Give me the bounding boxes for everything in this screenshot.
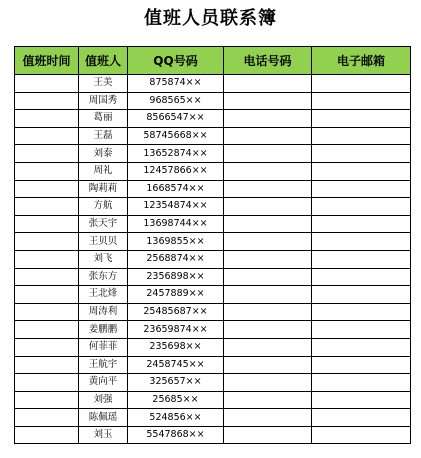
- header-phone-number[interactable]: 电话号码: [224, 47, 312, 75]
- duty-person-cell[interactable]: 周国秀: [79, 92, 128, 110]
- phone-number-cell[interactable]: [224, 92, 312, 110]
- email-cell[interactable]: [312, 356, 411, 374]
- email-cell[interactable]: [312, 198, 411, 216]
- qq-number-cell[interactable]: 23659874××: [128, 321, 224, 339]
- qq-number-cell[interactable]: 235698××: [128, 338, 224, 356]
- phone-number-cell[interactable]: [224, 268, 312, 286]
- duty-time-cell[interactable]: [15, 374, 79, 392]
- qq-number-cell[interactable]: 25485687××: [128, 303, 224, 321]
- table-row: [15, 250, 411, 268]
- phone-number-cell[interactable]: [224, 409, 312, 427]
- duty-person-cell[interactable]: 周涛利: [79, 303, 128, 321]
- duty-person-cell[interactable]: 姜鹏鹏: [79, 321, 128, 339]
- duty-time-cell[interactable]: [15, 215, 79, 233]
- duty-person-cell[interactable]: 张东方: [79, 268, 128, 286]
- table-row: [15, 286, 411, 304]
- duty-person-cell[interactable]: 王航宇: [79, 356, 128, 374]
- phone-number-cell[interactable]: [224, 180, 312, 198]
- duty-person-cell[interactable]: 王贝贝: [79, 233, 128, 251]
- duty-person-cell[interactable]: 张天宇: [79, 215, 128, 233]
- table-row: [15, 374, 411, 392]
- email-cell[interactable]: [312, 303, 411, 321]
- table-row: [15, 145, 411, 163]
- duty-contact-table: [14, 46, 411, 444]
- qq-number-cell[interactable]: 524856××: [128, 409, 224, 427]
- qq-number-cell[interactable]: 25685××: [128, 391, 224, 409]
- email-cell[interactable]: [312, 250, 411, 268]
- qq-number-cell[interactable]: 1668574××: [128, 180, 224, 198]
- email-cell[interactable]: [312, 338, 411, 356]
- duty-time-cell[interactable]: [15, 426, 79, 444]
- table-row: [15, 75, 411, 93]
- header-row: [15, 47, 411, 75]
- table-row: [15, 356, 411, 374]
- table-row: [15, 268, 411, 286]
- qq-number-cell[interactable]: 2568874××: [128, 250, 224, 268]
- email-cell[interactable]: [312, 426, 411, 444]
- email-cell[interactable]: [312, 92, 411, 110]
- duty-person-cell[interactable]: 刘玉: [79, 426, 128, 444]
- table-row: [15, 391, 411, 409]
- duty-person-cell[interactable]: 刘强: [79, 391, 128, 409]
- duty-time-cell[interactable]: [15, 75, 79, 93]
- email-cell[interactable]: [312, 162, 411, 180]
- qq-number-cell[interactable]: 5547868××: [128, 426, 224, 444]
- email-cell[interactable]: [312, 321, 411, 339]
- qq-number-cell[interactable]: 968565××: [128, 92, 224, 110]
- table-row: [15, 233, 411, 251]
- duty-person-cell[interactable]: 陶莉莉: [79, 180, 128, 198]
- duty-time-cell[interactable]: [15, 409, 79, 427]
- header-duty-person[interactable]: 值班人: [79, 47, 128, 75]
- phone-number-cell[interactable]: [224, 321, 312, 339]
- qq-number-cell[interactable]: 58745668××: [128, 127, 224, 145]
- phone-number-cell[interactable]: [224, 374, 312, 392]
- phone-number-cell[interactable]: [224, 75, 312, 93]
- table-row: [15, 321, 411, 339]
- phone-number-cell[interactable]: [224, 198, 312, 216]
- qq-number-cell[interactable]: 1369855××: [128, 233, 224, 251]
- email-cell[interactable]: [312, 391, 411, 409]
- phone-number-cell[interactable]: [224, 145, 312, 163]
- duty-time-cell[interactable]: [15, 180, 79, 198]
- email-cell[interactable]: [312, 215, 411, 233]
- duty-person-cell[interactable]: 方航: [79, 198, 128, 216]
- duty-time-cell[interactable]: [15, 145, 79, 163]
- qq-number-cell[interactable]: 13652874××: [128, 145, 224, 163]
- email-cell[interactable]: [312, 75, 411, 93]
- table-row: [15, 110, 411, 128]
- table-row: [15, 303, 411, 321]
- duty-time-cell[interactable]: [15, 303, 79, 321]
- qq-number-cell[interactable]: 2356898××: [128, 268, 224, 286]
- phone-number-cell[interactable]: [224, 162, 312, 180]
- table-body: [15, 75, 411, 444]
- duty-time-cell[interactable]: [15, 110, 79, 128]
- qq-number-cell[interactable]: 12457866××: [128, 162, 224, 180]
- header-duty-time[interactable]: 值班时间: [15, 47, 79, 75]
- duty-time-cell[interactable]: [15, 356, 79, 374]
- header-qq-number[interactable]: QQ号码: [128, 47, 224, 75]
- page-title: 值班人员联系簿: [144, 8, 277, 29]
- table-row: [15, 127, 411, 145]
- table-row: [15, 162, 411, 180]
- duty-time-cell[interactable]: [15, 162, 79, 180]
- duty-person-cell[interactable]: 刘泰: [79, 145, 128, 163]
- qq-number-cell[interactable]: 12354874××: [128, 198, 224, 216]
- duty-person-cell[interactable]: 何菲菲: [79, 338, 128, 356]
- qq-number-cell[interactable]: 875874××: [128, 75, 224, 93]
- duty-time-cell[interactable]: [15, 268, 79, 286]
- phone-number-cell[interactable]: [224, 426, 312, 444]
- table-row: [15, 198, 411, 216]
- phone-number-cell[interactable]: [224, 127, 312, 145]
- phone-number-cell[interactable]: [224, 356, 312, 374]
- table-row: [15, 215, 411, 233]
- qq-number-cell[interactable]: 2458745××: [128, 356, 224, 374]
- phone-number-cell[interactable]: [224, 215, 312, 233]
- table-row: [15, 92, 411, 110]
- duty-time-cell[interactable]: [15, 127, 79, 145]
- duty-time-cell[interactable]: [15, 286, 79, 304]
- qq-number-cell[interactable]: 2457889××: [128, 286, 224, 304]
- qq-number-cell[interactable]: 325657××: [128, 374, 224, 392]
- duty-person-cell[interactable]: 王北烽: [79, 286, 128, 304]
- duty-time-cell[interactable]: [15, 338, 79, 356]
- qq-number-cell[interactable]: 13698744××: [128, 215, 224, 233]
- duty-person-cell[interactable]: 王美: [79, 75, 128, 93]
- duty-person-cell[interactable]: 王磊: [79, 127, 128, 145]
- phone-number-cell[interactable]: [224, 391, 312, 409]
- phone-number-cell[interactable]: [224, 338, 312, 356]
- duty-time-cell[interactable]: [15, 250, 79, 268]
- duty-person-cell[interactable]: 黄向平: [79, 374, 128, 392]
- table-row: [15, 426, 411, 444]
- email-cell[interactable]: [312, 145, 411, 163]
- phone-number-cell[interactable]: [224, 233, 312, 251]
- duty-time-cell[interactable]: [15, 92, 79, 110]
- email-cell[interactable]: [312, 180, 411, 198]
- table-row: [15, 409, 411, 427]
- email-cell[interactable]: [312, 409, 411, 427]
- phone-number-cell[interactable]: [224, 303, 312, 321]
- phone-number-cell[interactable]: [224, 250, 312, 268]
- duty-time-cell[interactable]: [15, 233, 79, 251]
- table-row: [15, 338, 411, 356]
- header-email[interactable]: 电子邮箱: [312, 47, 411, 75]
- email-cell[interactable]: [312, 374, 411, 392]
- email-cell[interactable]: [312, 127, 411, 145]
- email-cell[interactable]: [312, 286, 411, 304]
- email-cell[interactable]: [312, 268, 411, 286]
- duty-person-cell[interactable]: 刘飞: [79, 250, 128, 268]
- duty-time-cell[interactable]: [15, 391, 79, 409]
- qq-number-cell[interactable]: 8566547××: [128, 110, 224, 128]
- duty-time-cell[interactable]: [15, 198, 79, 216]
- phone-number-cell[interactable]: [224, 110, 312, 128]
- email-cell[interactable]: [312, 233, 411, 251]
- duty-person-cell[interactable]: 葛丽: [79, 110, 128, 128]
- table-row: [15, 180, 411, 198]
- duty-person-cell[interactable]: 陈佩瑶: [79, 409, 128, 427]
- duty-person-cell[interactable]: 周礼: [79, 162, 128, 180]
- email-cell[interactable]: [312, 110, 411, 128]
- phone-number-cell[interactable]: [224, 286, 312, 304]
- duty-time-cell[interactable]: [15, 321, 79, 339]
